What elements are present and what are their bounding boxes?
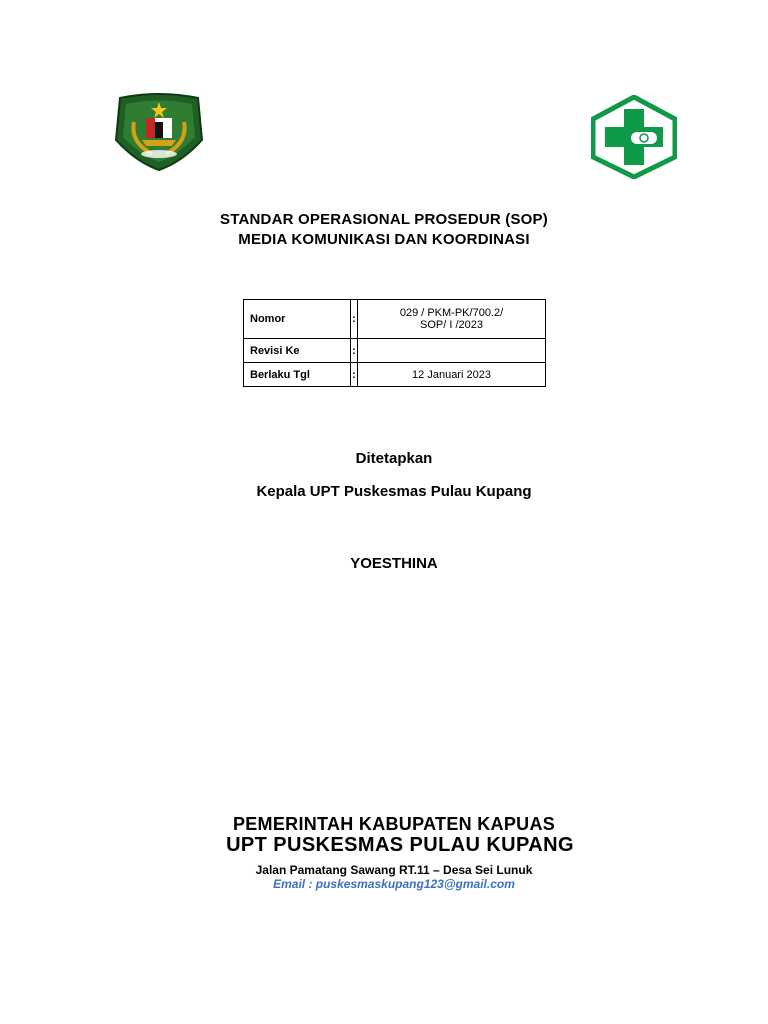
table-row [244,363,546,387]
colon: : [351,363,358,387]
signatory-name: YOESTHINA [350,555,438,572]
document-title-line1: STANDAR OPERASIONAL PROSEDUR (SOP) [220,211,548,228]
label-berlaku: Berlaku Tgl [244,363,351,387]
kabupaten-kapuas-emblem-icon [112,92,206,172]
ditetapkan-label: Ditetapkan [355,450,433,467]
colon: : [351,300,358,339]
table-row [244,300,546,339]
value-revisi [358,339,546,363]
footer-government: PEMERINTAH KABUPATEN KAPUAS [232,814,556,834]
label-nomor: Nomor [244,300,351,339]
colon: : [351,339,358,363]
table-row [244,339,546,363]
value-nomor-line2: SOP/ I /2023 [420,319,483,331]
footer-institution: UPT PUSKESMAS PULAU KUPANG [226,834,574,856]
puskesmas-cross-icon [591,95,677,179]
value-nomor [358,300,546,339]
sop-info-table [243,299,546,387]
footer-address: Jalan Pamatang Sawang RT.11 – Desa Sei Lunuk [255,863,533,877]
value-berlaku: 12 Januari 2023 [358,363,546,387]
position-title: Kepala UPT Puskesmas Pulau Kupang [256,483,532,500]
label-revisi: Revisi Ke [244,339,351,363]
value-nomor-line1: 029 / PKM-PK/700.2/ [399,307,504,319]
document-title-line2: MEDIA KOMUNIKASI DAN KOORDINASI [238,231,530,248]
footer-email: Email : puskesmaskupang123@gmail.com [273,877,515,891]
